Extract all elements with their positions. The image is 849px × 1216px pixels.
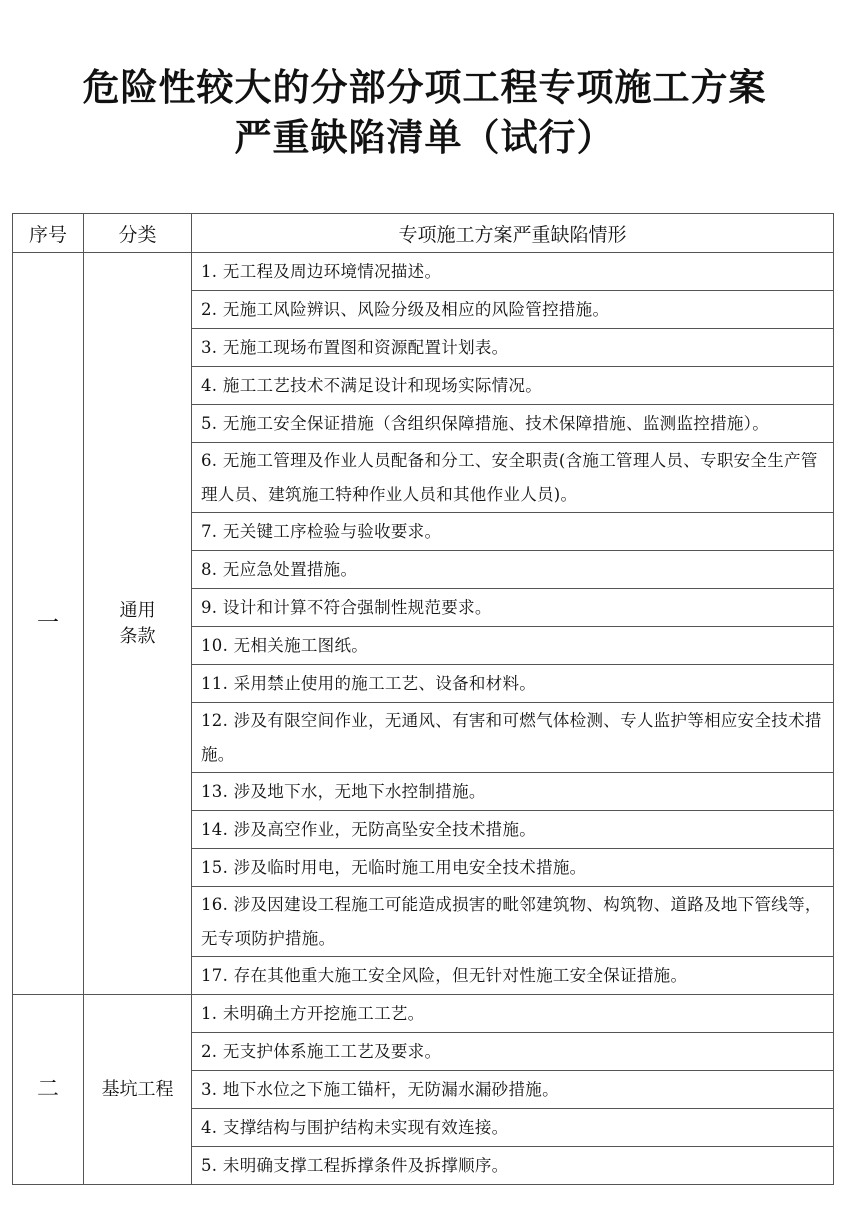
section-seq: 一	[13, 253, 84, 995]
defect-item: 3. 地下水位之下施工锚杆，无防漏水漏砂措施。	[192, 1071, 834, 1109]
defects-table	[12, 213, 834, 1185]
table-header-row	[13, 214, 834, 253]
defect-item: 14. 涉及高空作业，无防高坠安全技术措施。	[192, 811, 834, 849]
defect-item: 12. 涉及有限空间作业，无通风、有害和可燃气体检测、专人监护等相应安全技术措施。	[192, 703, 834, 773]
defect-item: 13. 涉及地下水，无地下水控制措施。	[192, 773, 834, 811]
table-body	[13, 253, 834, 1185]
defect-item: 2. 无施工风险辨识、风险分级及相应的风险管控措施。	[192, 291, 834, 329]
defect-item: 1. 无工程及周边环境情况描述。	[192, 253, 834, 291]
section-category: 通用条款	[84, 253, 192, 995]
defect-item: 16. 涉及因建设工程施工可能造成损害的毗邻建筑物、构筑物、道路及地下管线等，无专项防护措施。	[192, 887, 834, 957]
defect-item: 9. 设计和计算不符合强制性规范要求。	[192, 589, 834, 627]
table-row	[13, 253, 834, 291]
defect-item: 11. 采用禁止使用的施工工艺、设备和材料。	[192, 665, 834, 703]
title-line-2: 严重缺陷清单（试行）	[234, 115, 615, 159]
section-seq: 二	[13, 995, 84, 1185]
defect-item: 5. 无施工安全保证措施（含组织保障措施、技术保障措施、监测监控措施）。	[192, 405, 834, 443]
header-content: 专项施工方案严重缺陷情形	[192, 214, 834, 253]
defect-item: 4. 施工工艺技术不满足设计和现场实际情况。	[192, 367, 834, 405]
table-row	[13, 995, 834, 1033]
document-title	[0, 62, 849, 162]
defect-item: 3. 无施工现场布置图和资源配置计划表。	[192, 329, 834, 367]
defect-item: 10. 无相关施工图纸。	[192, 627, 834, 665]
header-category: 分类	[84, 214, 192, 253]
defect-item: 2. 无支护体系施工工艺及要求。	[192, 1033, 834, 1071]
defect-item: 5. 未明确支撑工程拆撑条件及拆撑顺序。	[192, 1147, 834, 1185]
section-category: 基坑工程	[84, 995, 192, 1185]
defect-item: 8. 无应急处置措施。	[192, 551, 834, 589]
defect-item: 17. 存在其他重大施工安全风险，但无针对性施工安全保证措施。	[192, 957, 834, 995]
defect-item: 6. 无施工管理及作业人员配备和分工、安全职责(含施工管理人员、专职安全生产管理人员、建筑施工特种作业人员和其他作业人员)。	[192, 443, 834, 513]
defect-item: 15. 涉及临时用电，无临时施工用电安全技术措施。	[192, 849, 834, 887]
title-line-1: 危险性较大的分部分项工程专项施工方案	[82, 65, 767, 109]
defect-item: 4. 支撑结构与围护结构未实现有效连接。	[192, 1109, 834, 1147]
defect-item: 7. 无关键工序检验与验收要求。	[192, 513, 834, 551]
defect-item: 1. 未明确土方开挖施工工艺。	[192, 995, 834, 1033]
header-seq: 序号	[13, 214, 84, 253]
